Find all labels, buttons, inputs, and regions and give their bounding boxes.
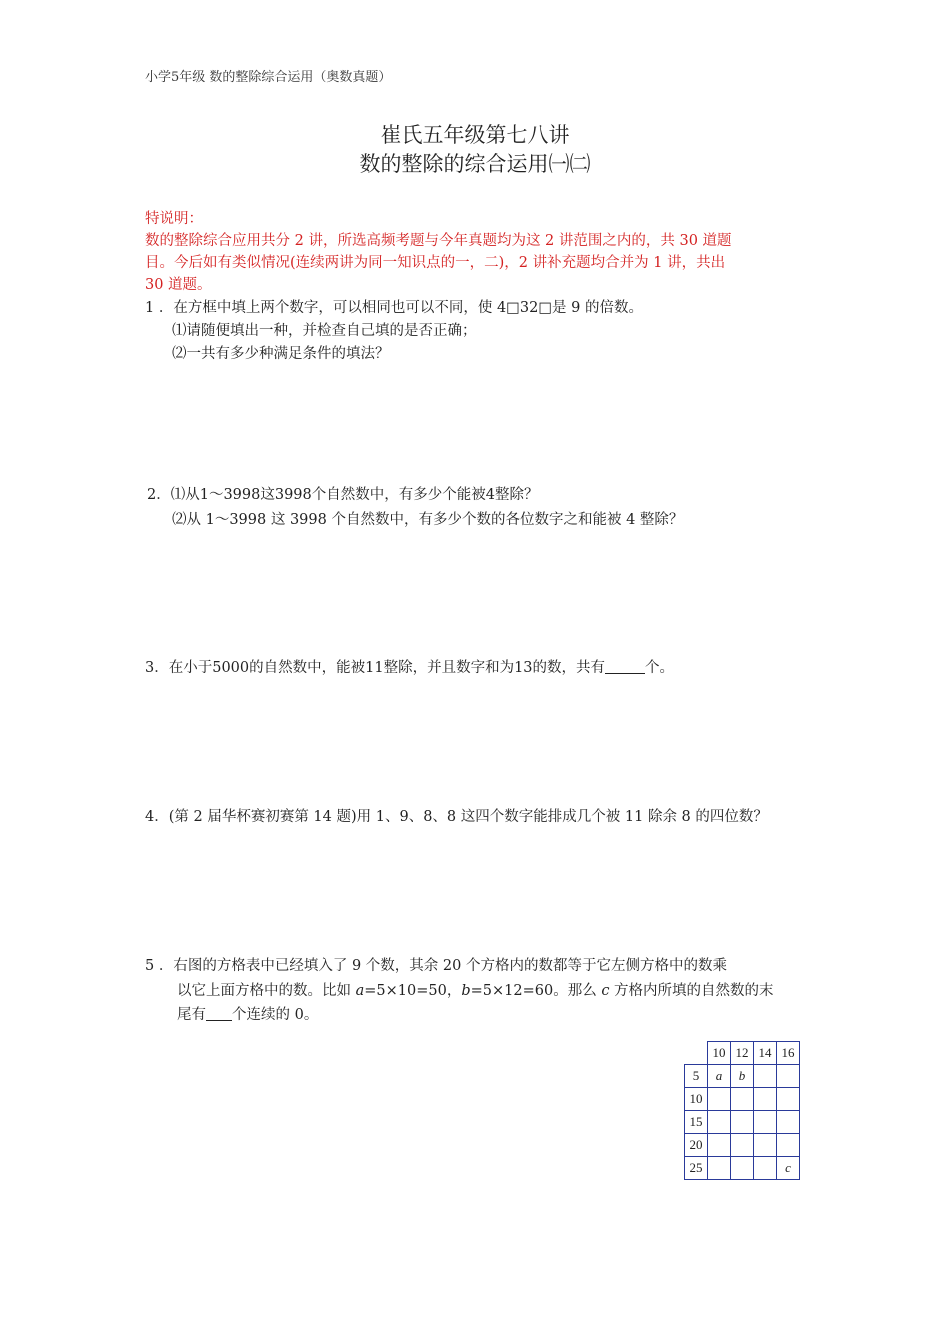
grid-cell: [708, 1088, 731, 1111]
grid-cell: [708, 1111, 731, 1134]
question-5-line-3: 尾有 个连续的 0。: [177, 1007, 319, 1023]
answer-blank[interactable]: [206, 1006, 232, 1021]
grid-row: [685, 1088, 800, 1111]
note-heading: 特说明：: [145, 211, 203, 227]
question-2-part-2: ⑵从 1～3998 这 3998 个自然数中，有多少个数的各位数字之和能被 4 整除？: [172, 512, 684, 528]
var-a: a: [355, 983, 365, 999]
page-header: 小学5年级 数的整除综合运用（奥数真题）: [145, 70, 392, 85]
question-3-suffix: 个。: [645, 660, 675, 676]
question-1: 1 ．在方框中填上两个数字，可以相同也可以不同，使 4□32□是 9 的倍数。: [145, 300, 643, 316]
note-line-2: 目。今后如有类似情况(连续两讲为同一知识点的一，二)，2 讲补充题均合并为 1 讲，共出: [145, 255, 726, 271]
grid-top-cell: 12: [731, 1042, 754, 1065]
grid-cell: [754, 1111, 777, 1134]
grid-cell: [754, 1088, 777, 1111]
grid-row: [685, 1134, 800, 1157]
grid-left-cell: 25: [685, 1157, 708, 1180]
grid-cell: [731, 1111, 754, 1134]
answer-blank[interactable]: [605, 659, 645, 674]
question-3: [145, 656, 674, 677]
grid-cell: [731, 1134, 754, 1157]
title-line-2: 数的整除的综合运用㈠㈡: [359, 152, 591, 176]
note-line-3: 30 道题。: [145, 277, 212, 293]
grid-corner: [685, 1042, 708, 1065]
note-line-1: 数的整除综合应用共分 2 讲，所选高频考题与今年真题均为这 2 讲范围之内的，共 30 道题: [145, 233, 732, 249]
grid-cell: [731, 1157, 754, 1180]
grid-cell: [708, 1134, 731, 1157]
title-line-1: 崔氏五年级第七八讲: [380, 123, 570, 147]
question-5: 5 ．右图的方格表中已经填入了 9 个数，其余 20 个方格内的数都等于它左侧方格中的数乘: [145, 958, 727, 974]
question-3-text: 3．在小于5000的自然数中，能被11整除，并且数字和为13的数，共有: [145, 660, 606, 676]
grid-cell: [754, 1065, 777, 1088]
grid-cell: a: [708, 1065, 731, 1088]
grid-row: [685, 1065, 800, 1088]
question-1-part-1: ⑴请随便填出一种，并检查自己填的是否正确；: [172, 323, 477, 339]
var-b: b: [461, 983, 471, 999]
grid-cell: [708, 1157, 731, 1180]
number-grid: [684, 1041, 800, 1180]
grid-left-cell: 15: [685, 1111, 708, 1134]
question-1-part-2: ⑵一共有多少种满足条件的填法？: [172, 346, 390, 362]
question-5-line-2: 以它上面方格中的数。比如 a=5×10=50，b=5×12=60。那么 c 方格内所填的自然数的末: [177, 983, 774, 999]
grid-cell: [731, 1088, 754, 1111]
grid-cell: [754, 1134, 777, 1157]
grid-cell: [777, 1111, 800, 1134]
grid-left-cell: 5: [685, 1065, 708, 1088]
grid-left-cell: 20: [685, 1134, 708, 1157]
grid-cell: [777, 1088, 800, 1111]
question-2: 2．⑴从1～3998这3998个自然数中，有多少个能被4整除？: [147, 487, 539, 503]
grid-top-cell: 14: [754, 1042, 777, 1065]
var-c: c: [601, 983, 610, 999]
grid-row: [685, 1157, 800, 1180]
grid-top-cell: 16: [777, 1042, 800, 1065]
question-4: 4．(第 2 届华杯赛初赛第 14 题)用 1、9、8、8 这四个数字能排成几个被 11 除余 8 的四位数？: [145, 809, 768, 825]
grid-top-cell: 10: [708, 1042, 731, 1065]
grid-cell: [754, 1157, 777, 1180]
grid-cell: c: [777, 1157, 800, 1180]
grid-cell: b: [731, 1065, 754, 1088]
grid-header-row: [685, 1042, 800, 1065]
grid-left-cell: 10: [685, 1088, 708, 1111]
grid-cell: [777, 1134, 800, 1157]
grid-row: [685, 1111, 800, 1134]
grid-cell: [777, 1065, 800, 1088]
